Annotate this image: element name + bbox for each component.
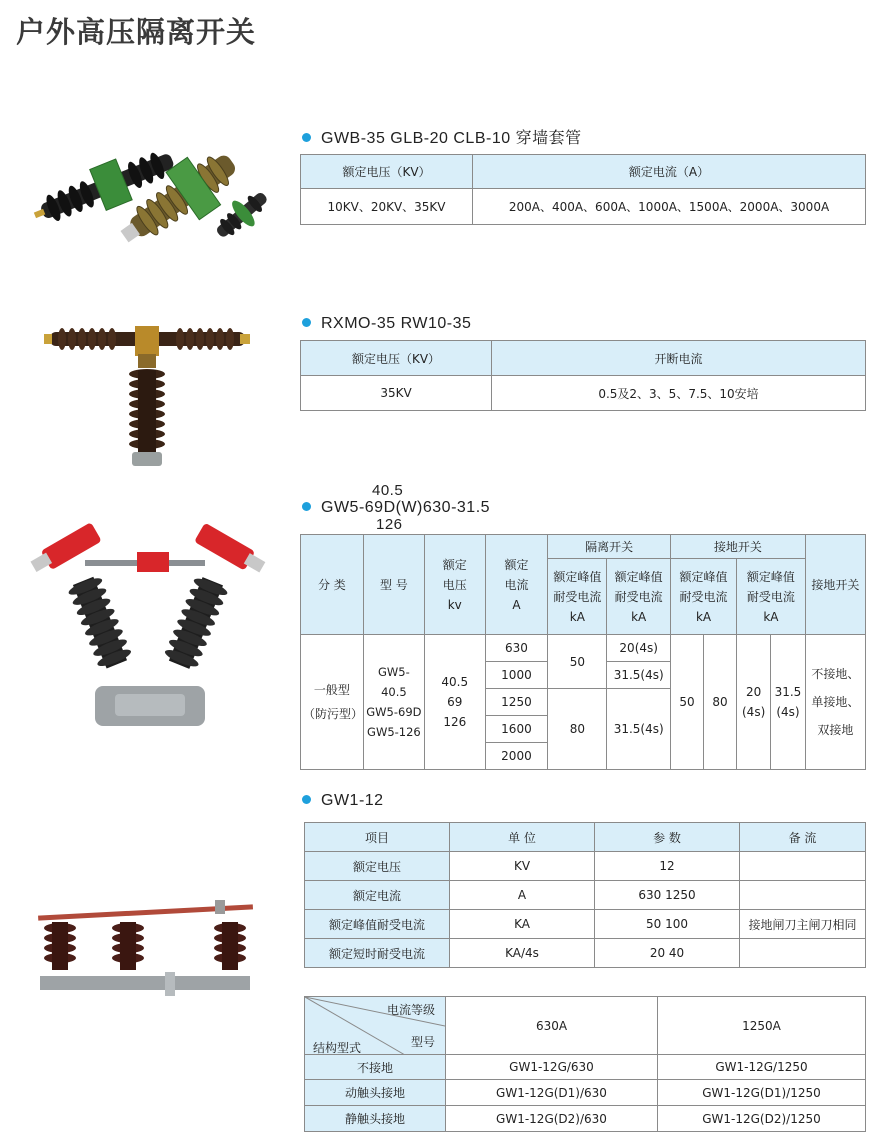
model-line: GW5-69D xyxy=(366,705,422,719)
header-volt-line: 额定 xyxy=(442,557,467,572)
cell-iso-short: 31.5(4s) xyxy=(607,662,671,689)
cell-param: 20 40 xyxy=(595,939,740,968)
fuse-photo xyxy=(40,318,255,473)
cell-breaking-current: 0.5及2、3、5、7.5、10安培 xyxy=(492,376,866,411)
gw1-disconnector-photo xyxy=(30,890,260,1005)
header-volt-line: 电压 xyxy=(442,577,467,592)
header-isolating-switch: 隔离开关 xyxy=(548,535,671,559)
header-peak-line: 额定峰值 xyxy=(614,569,663,584)
header-rated-current xyxy=(485,535,548,635)
header-peak-line: 额定峰值 xyxy=(679,569,728,584)
cell-iso-short: 20(4s) xyxy=(607,635,671,662)
cell-unit: KV xyxy=(450,852,595,881)
cell-unit: KA/4s xyxy=(450,939,595,968)
model-line: GW5-126 xyxy=(367,725,421,739)
header-model: 型 号 xyxy=(363,535,424,635)
cell-voltage: 10KV、20KV、35KV xyxy=(301,189,473,225)
earth-short-line: (4s) xyxy=(776,705,800,719)
header-peak-line: kA xyxy=(631,609,647,624)
section4-heading-text: GW1-12 xyxy=(321,792,384,809)
cell-current: 630 xyxy=(485,635,548,662)
cell-earth-short xyxy=(737,635,771,770)
cell-models xyxy=(363,635,424,770)
cell-model: GW1-12G(D2)/630 xyxy=(446,1106,658,1132)
bullet-icon xyxy=(302,795,311,804)
header-peak-line: kA xyxy=(763,609,779,624)
cell-earth-short xyxy=(771,635,806,770)
header-rated-voltage: 额定电压（KV） xyxy=(301,155,473,189)
bullet-icon xyxy=(302,133,311,142)
section1-heading xyxy=(302,125,582,148)
cell-category xyxy=(301,635,364,770)
cell-current: 1000 xyxy=(485,662,548,689)
header-iso-short xyxy=(607,559,671,635)
cell-current: 1600 xyxy=(485,716,548,743)
v-disconnector-photo xyxy=(25,518,270,738)
cell-item: 额定电流 xyxy=(305,881,450,910)
section3-table xyxy=(300,534,866,770)
section4-heading xyxy=(302,792,384,810)
section5-table xyxy=(304,996,866,1132)
header-peak-line: kA xyxy=(695,609,712,624)
section1-heading-text: GWB-35 GLB-20 CLB-10 穿墙套管 xyxy=(321,130,582,147)
cell-earthing-type xyxy=(805,635,865,770)
header-item: 项目 xyxy=(305,823,450,852)
earthing-type-line: 双接地 xyxy=(817,723,854,737)
cell-structure: 不接地 xyxy=(305,1055,446,1080)
header-curr-line: A xyxy=(512,597,521,612)
header-peak-line: 额定峰值 xyxy=(746,569,795,584)
header-peak-line: 耐受电流 xyxy=(553,589,602,604)
cell-current: 2000 xyxy=(485,743,548,770)
header-peak-line: 耐受电流 xyxy=(746,589,795,604)
section3-heading-bottom: 126 xyxy=(376,516,403,533)
cell-volts xyxy=(425,635,486,770)
header-630a: 630A xyxy=(446,997,658,1055)
bullet-icon xyxy=(302,502,311,511)
volt-line: 40.5 xyxy=(441,675,469,689)
header-peak-line: 额定峰值 xyxy=(553,569,602,584)
cell-current: 1250 xyxy=(485,689,548,716)
earth-short-line: 31.5 xyxy=(774,685,802,699)
bullet-icon xyxy=(302,318,311,327)
cell-model: GW1-12G(D1)/630 xyxy=(446,1080,658,1106)
cell-model: GW1-12G/630 xyxy=(446,1055,658,1080)
header-peak-line: 耐受电流 xyxy=(614,589,663,604)
cell-iso-peak: 80 xyxy=(548,689,607,770)
cell-voltage: 35KV xyxy=(301,376,492,411)
cell-model: GW1-12G/1250 xyxy=(658,1055,866,1080)
category-line: 一般型 xyxy=(313,683,350,697)
category-line: （防污型） xyxy=(303,707,364,721)
diag-label-model: 型号 xyxy=(410,1035,435,1049)
header-rated-current: 额定电流（A） xyxy=(473,155,866,189)
header-param: 参 数 xyxy=(595,823,740,852)
cell-unit: A xyxy=(450,881,595,910)
page-title: 户外高压隔离开关 xyxy=(16,15,257,49)
cell-iso-peak: 50 xyxy=(548,635,607,689)
earth-short-line: 20 xyxy=(745,685,762,699)
header-earthing-switch: 接地开关 xyxy=(671,535,806,559)
header-earth-short xyxy=(737,559,806,635)
section4-table xyxy=(304,822,866,968)
earth-short-line: (4s) xyxy=(742,705,766,719)
section3-heading xyxy=(302,499,490,517)
earthing-type-line: 单接地、 xyxy=(811,695,860,709)
cell-structure: 动触头接地 xyxy=(305,1080,446,1106)
cell-param: 630 1250 xyxy=(595,881,740,910)
cell-structure: 静触头接地 xyxy=(305,1106,446,1132)
header-curr-line: 电流 xyxy=(504,577,529,592)
section2-heading xyxy=(302,315,471,333)
diag-label-current-class: 电流等级 xyxy=(386,1003,435,1017)
volt-line: 126 xyxy=(443,715,467,729)
cell-item: 额定电压 xyxy=(305,852,450,881)
cell-remark xyxy=(740,939,866,968)
earthing-type-line: 不接地、 xyxy=(811,667,860,681)
cell-remark: 接地闸刀主闸刀相同 xyxy=(740,910,866,939)
cell-unit: KA xyxy=(450,910,595,939)
section2-table xyxy=(300,340,866,411)
section2-heading-text: RXMO-35 RW10-35 xyxy=(321,315,472,332)
cell-item: 额定峰值耐受电流 xyxy=(305,910,450,939)
header-unit: 单 位 xyxy=(450,823,595,852)
header-volt-line: kv xyxy=(447,597,462,612)
header-peak-line: 耐受电流 xyxy=(679,589,728,604)
header-iso-peak xyxy=(548,559,607,635)
cell-remark xyxy=(740,881,866,910)
cell-earth-peak: 80 xyxy=(704,635,737,770)
cell-param: 50 100 xyxy=(595,910,740,939)
section3-heading-text: GW5-69D(W)630-31.5 xyxy=(321,499,491,516)
diag-label-structure: 结构型式 xyxy=(313,1041,362,1055)
cell-current: 200A、400A、600A、1000A、1500A、2000A、3000A xyxy=(473,189,866,225)
header-category: 分 类 xyxy=(301,535,364,635)
header-earth-peak xyxy=(671,559,737,635)
section3-heading-top: 40.5 xyxy=(372,482,404,499)
cell-model: GW1-12G(D1)/1250 xyxy=(658,1080,866,1106)
cell-remark xyxy=(740,852,866,881)
header-1250a: 1250A xyxy=(658,997,866,1055)
cell-earth-peak: 50 xyxy=(671,635,704,770)
header-rated-voltage xyxy=(425,535,486,635)
header-earthing-type: 接地开关 xyxy=(805,535,865,635)
volt-line: 69 xyxy=(447,695,463,709)
header-remark: 备 流 xyxy=(740,823,866,852)
header-diagonal-cell xyxy=(305,997,446,1055)
section1-table xyxy=(300,154,866,225)
cell-model: GW1-12G(D2)/1250 xyxy=(658,1106,866,1132)
model-line: GW5-40.5 xyxy=(378,665,410,699)
header-breaking-current: 开断电流 xyxy=(492,341,866,376)
header-peak-line: kA xyxy=(569,609,585,624)
wall-bushing-photo xyxy=(28,128,278,248)
header-curr-line: 额定 xyxy=(504,557,529,572)
header-rated-voltage: 额定电压（KV） xyxy=(301,341,492,376)
cell-param: 12 xyxy=(595,852,740,881)
cell-iso-short: 31.5(4s) xyxy=(607,689,671,770)
cell-item: 额定短时耐受电流 xyxy=(305,939,450,968)
